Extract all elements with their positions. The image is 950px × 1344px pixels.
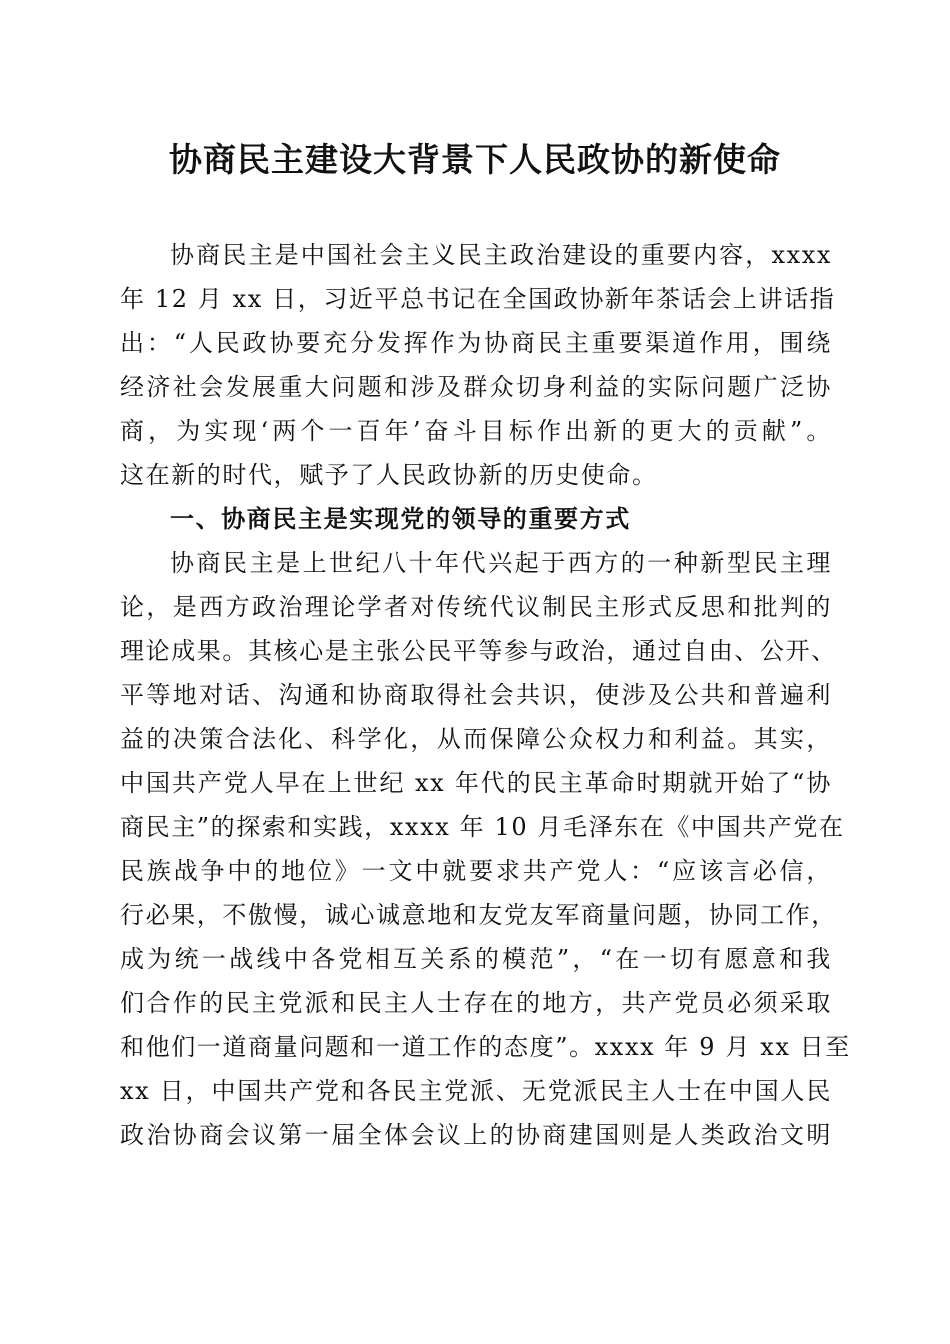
document-body: [120, 233, 851, 1157]
text-line: 平等地对话、沟通和协商取得社会共识，使涉及公共和普遍利: [120, 681, 832, 709]
text-line: 这在新的时代，赋予了人民政协新的历史使命。: [120, 461, 658, 489]
text-line: 商民主”的探索和实践，xxxx 年 10 月毛泽东在《中国共产党在: [120, 813, 845, 841]
paragraph-intro: [120, 233, 836, 497]
text-line: xx 日，中国共产党和各民主党派、无党派民主人士在中国人民: [120, 1077, 832, 1105]
text-line: 经济社会发展重大问题和涉及群众切身利益的实际问题广泛协: [120, 373, 832, 401]
text-line: 益的决策合法化、科学化，从而保障公众权力和利益。其实，: [120, 725, 832, 753]
paragraph-section1: [120, 541, 851, 1157]
text-line: 们合作的民主党派和民主人士存在的地方，共产党员必须采取: [120, 989, 832, 1017]
text-line: 出：“人民政协要充分发挥作为协商民主重要渠道作用，围绕: [120, 329, 832, 357]
text-line: 商，为实现‘两个一百年’奋斗目标作出新的更大的贡献”。: [120, 417, 832, 445]
text-line: 行必果，不傲慢，诚心诚意地和友党友军商量问题，协同工作，: [120, 901, 837, 929]
document-title: 协商民主建设大背景下人民政协的新使命: [169, 140, 781, 179]
text-line: 理论成果。其核心是主张公民平等参与政治，通过自由、公开、: [120, 637, 837, 665]
text-line: 中国共产党人早在上世纪 xx 年代的民主革命时期就开始了“协: [120, 769, 832, 797]
text-line: 民族战争中的地位》一文中就要求共产党人：“应该言必信，: [120, 857, 832, 885]
text-line: 协商民主是上世纪八十年代兴起于西方的一种新型民主理: [170, 549, 832, 577]
text-line: 年 12 月 xx 日，习近平总书记在全国政协新年茶话会上讲话指: [120, 285, 836, 313]
text-line: 成为统一战线中各党相互关系的模范”，“在一切有愿意和我: [120, 945, 832, 973]
text-line: 论，是西方政治理论学者对传统代议制民主形式反思和批判的: [120, 593, 832, 621]
section-heading: 一、协商民主是实现党的领导的重要方式: [170, 505, 631, 533]
text-line: 协商民主是中国社会主义民主政治建设的重要内容，xxxx: [170, 241, 832, 269]
text-line: 政治协商会议第一届全体会议上的协商建国则是人类政治文明: [120, 1121, 832, 1149]
text-line: 和他们一道商量问题和一道工作的态度”。xxxx 年 9 月 xx 日至: [120, 1033, 851, 1061]
